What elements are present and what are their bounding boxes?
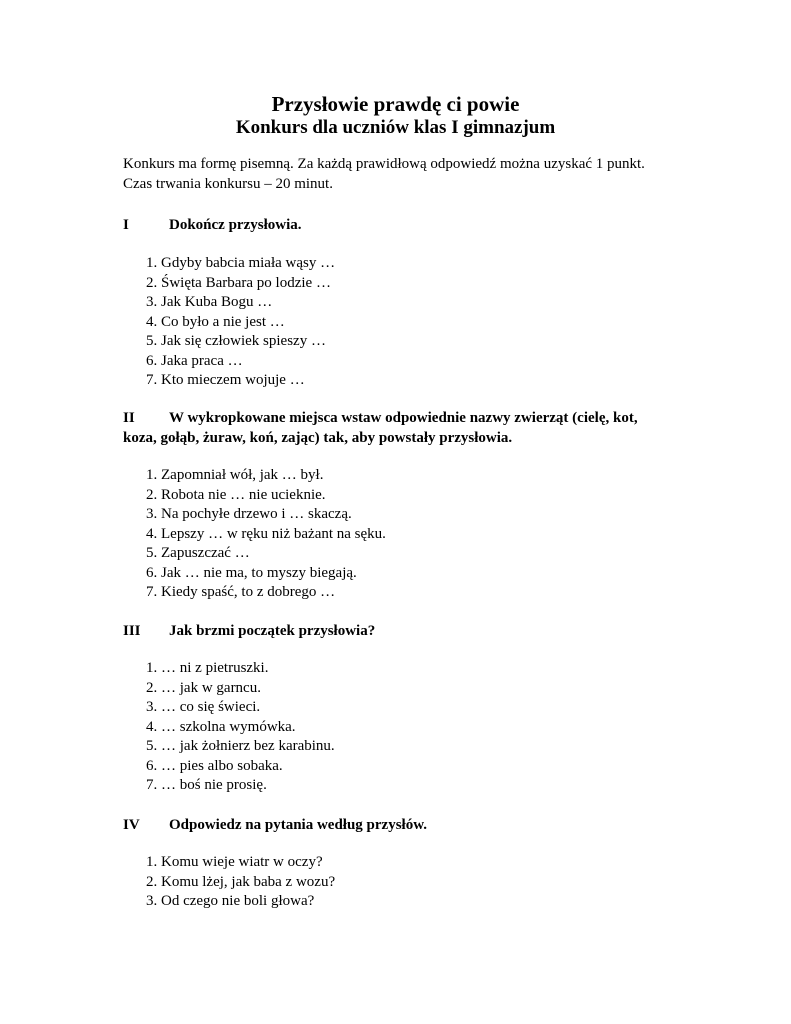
section-3-list (146, 659, 335, 796)
item-text: Lepszy … w ręku niż bażant na sęku. (161, 525, 386, 542)
list-item (146, 892, 335, 912)
item-text: Zapomniał wół, jak … był. (161, 467, 324, 483)
section-heading-text: Odpowiedz na pytania według przysłów. (169, 817, 427, 833)
section-heading-4 (123, 815, 683, 835)
item-text: Jak … nie ma, to myszy biegają. (161, 564, 357, 581)
item-number: 1. (146, 854, 158, 870)
section-number: III (123, 623, 141, 639)
intro-line-duration: Czas trwania konkursu – 20 minut. (123, 175, 333, 192)
section-heading-text: Dokończ przysłowia. (169, 217, 302, 233)
list-item (146, 352, 335, 372)
item-text: … jak w garncu. (161, 679, 261, 696)
item-number: 5. (146, 545, 158, 561)
item-number: 4. (146, 718, 158, 735)
item-number: 3. (146, 294, 158, 310)
item-text: Od czego nie boli głowa? (161, 893, 315, 909)
item-number: 6. (146, 564, 158, 581)
list-item (146, 564, 386, 584)
list-item (146, 776, 335, 796)
item-text: Jak Kuba Bogu … (161, 294, 273, 310)
item-text: … jak żołnierz bez karabinu. (161, 738, 335, 754)
list-item (146, 659, 335, 679)
item-number: 7. (146, 777, 158, 793)
item-text: Kiedy spaść, to z dobrego … (161, 584, 336, 600)
section-heading-2 (123, 408, 683, 448)
item-text: Komu lżej, jak baba z wozu? (161, 873, 336, 890)
page-subtitle: Konkurs dla uczniów klas I gimnazjum (235, 117, 556, 138)
section-heading-text-continued: koza, gołąb, żuraw, koń, zając) tak, aby powstały przysłowia. (123, 430, 513, 446)
section-heading-3 (123, 621, 683, 641)
list-item (146, 466, 386, 486)
item-text: Co było a nie jest … (161, 313, 285, 330)
list-item (146, 505, 386, 525)
list-item (146, 371, 335, 391)
page-title: Przysłowie prawdę ci powie (271, 92, 520, 116)
item-text: Komu wieje wiatr w oczy? (161, 854, 323, 870)
list-item (146, 544, 386, 564)
item-text: Gdyby babcia miała wąsy … (161, 255, 336, 271)
item-number: 4. (146, 313, 158, 330)
item-number: 7. (146, 372, 158, 388)
item-number: 3. (146, 506, 158, 522)
list-item (146, 332, 335, 352)
item-number: 1. (146, 660, 158, 676)
list-item (146, 679, 335, 699)
item-number: 1. (146, 467, 158, 483)
item-text: Robota nie … nie ucieknie. (161, 486, 326, 503)
list-item (146, 313, 335, 333)
item-number: 2. (146, 274, 158, 291)
item-number: 2. (146, 679, 158, 696)
item-text: Zapuszczać … (161, 545, 250, 561)
section-4-list (146, 853, 335, 912)
item-number: 1. (146, 255, 158, 271)
item-text: … pies albo sobaka. (161, 757, 283, 774)
section-heading-text: Jak brzmi początek przysłowia? (169, 623, 376, 639)
list-item (146, 293, 335, 313)
item-text: Jak się człowiek spieszy … (161, 333, 326, 349)
list-item (146, 254, 335, 274)
item-number: 6. (146, 757, 158, 774)
section-number: IV (123, 817, 140, 833)
list-item (146, 274, 335, 294)
section-heading-1 (123, 215, 683, 235)
list-item (146, 853, 335, 873)
item-number: 3. (146, 699, 158, 715)
item-number: 7. (146, 584, 158, 600)
list-item (146, 486, 386, 506)
item-number: 6. (146, 352, 158, 369)
item-text: … co się świeci. (161, 699, 261, 715)
item-number: 3. (146, 893, 158, 909)
item-text: … szkolna wymówka. (161, 718, 296, 735)
item-number: 2. (146, 873, 158, 890)
intro-paragraph (123, 155, 645, 194)
section-number: II (123, 410, 135, 426)
intro-line-rules: Konkurs ma formę pisemną. Za każdą prawidłową odpowiedź można uzyskać 1 punkt. (123, 156, 645, 172)
item-text: Kto mieczem wojuje … (161, 372, 305, 388)
list-item (146, 525, 386, 545)
list-item (146, 718, 335, 738)
list-item (146, 737, 335, 757)
item-number: 2. (146, 486, 158, 503)
section-2-list (146, 466, 386, 603)
list-item (146, 583, 386, 603)
item-text: Jaka praca … (161, 352, 243, 369)
item-text: Święta Barbara po lodzie … (161, 274, 331, 291)
section-number: I (123, 217, 129, 233)
item-text: … ni z pietruszki. (161, 660, 269, 676)
list-item (146, 757, 335, 777)
item-number: 5. (146, 738, 158, 754)
section-1-list (146, 254, 335, 391)
section-heading-text: W wykropkowane miejsca wstaw odpowiednie nazwy zwierząt (cielę, kot, (169, 410, 638, 426)
list-item (146, 873, 335, 893)
item-text: Na pochyłe drzewo i … skaczą. (161, 506, 352, 522)
item-number: 5. (146, 333, 158, 349)
item-text: … boś nie prosię. (161, 777, 267, 793)
item-number: 4. (146, 525, 158, 542)
list-item (146, 698, 335, 718)
